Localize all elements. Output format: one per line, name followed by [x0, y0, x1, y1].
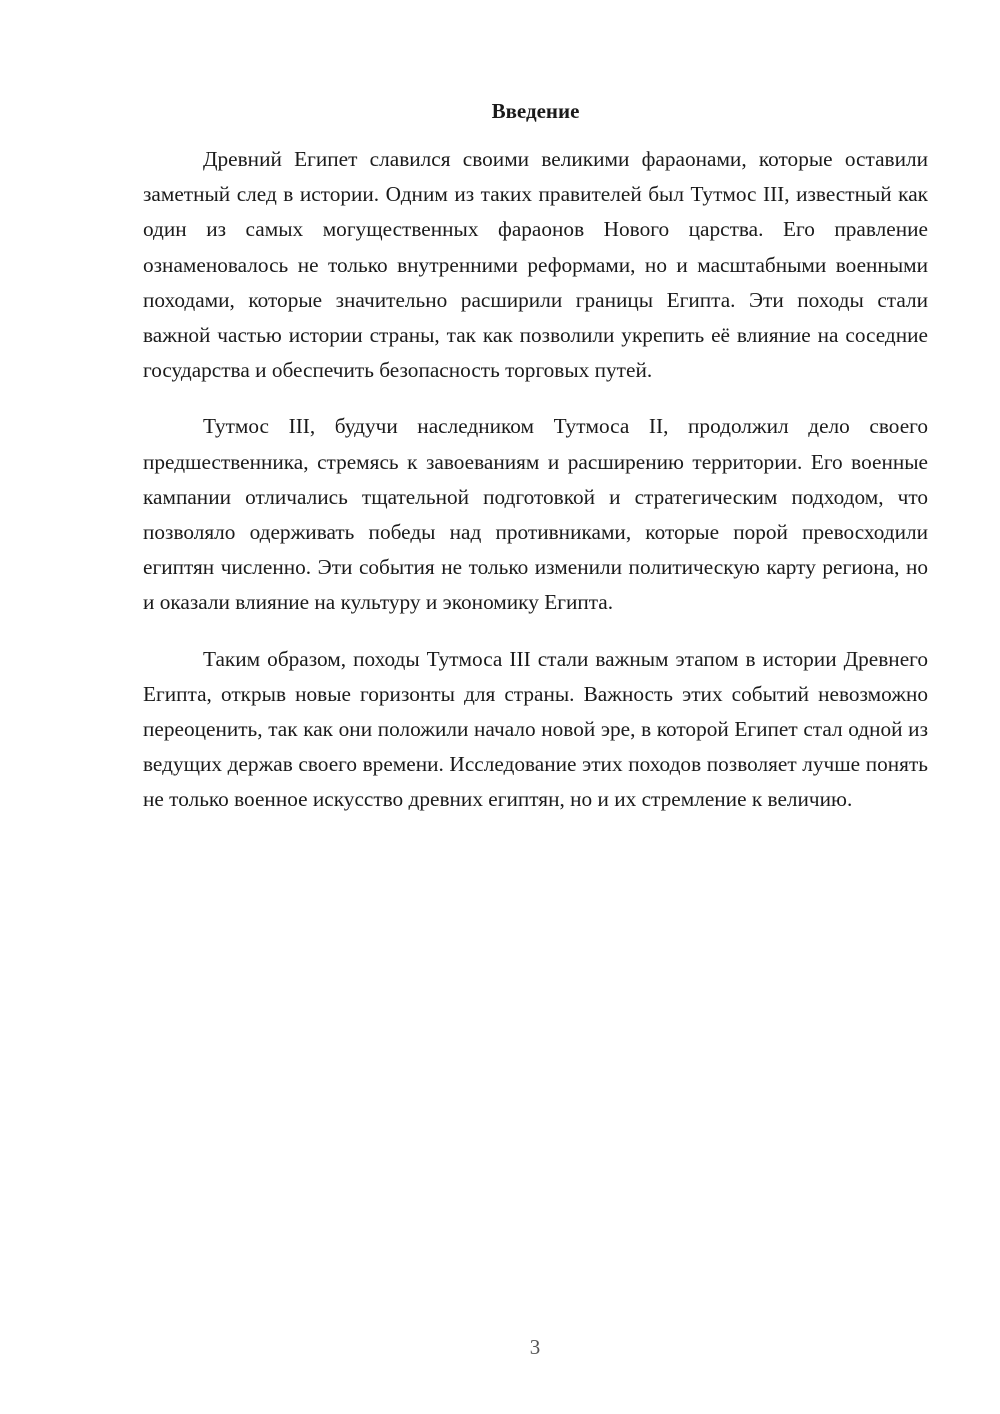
- body-text: [143, 142, 928, 839]
- paragraph-2: Тутмос III, будучи наследником Тутмоса II, продолжил дело своего предшественника, стремясь к завоеваниям и расширению территории. Его военные кампании отличались тщательной подготовкой и стратегическим подходом, что позволяло одерживать победы над противниками, которые порой превосходили египтян численно. Эти события не только изменили политическую карту региона, но и оказали влияние на культуру и экономику Египта.: [143, 414, 928, 615]
- page-number: 3: [529, 1335, 541, 1359]
- paragraph-1: Древний Египет славился своими великими фараонами, которые оставили заметный след в истории. Одним из таких правителей был Тутмос III, известный как один из самых могущественных фараонов Нового царства. Его правление ознаменовалось не только внутренними реформами, но и масштабными военными походами, которые значительно расширили границы Египта. Эти походы стали важной частью истории страны, так как позволили укрепить её влияние на соседние государства и обеспечить безопасность торговых путей.: [143, 147, 928, 383]
- paragraph-3: Таким образом, походы Тутмоса III стали важным этапом в истории Древнего Египта, открыв новые горизонты для страны. Важность этих событий невозможно переоценить, так как они положили начало новой эре, в которой Египет стал одной из ведущих держав своего времени. Исследование этих походов позволяет лучше понять не только военное искусство древних египтян, но и их стремление к величию.: [143, 646, 928, 812]
- section-title: Введение: [491, 99, 580, 123]
